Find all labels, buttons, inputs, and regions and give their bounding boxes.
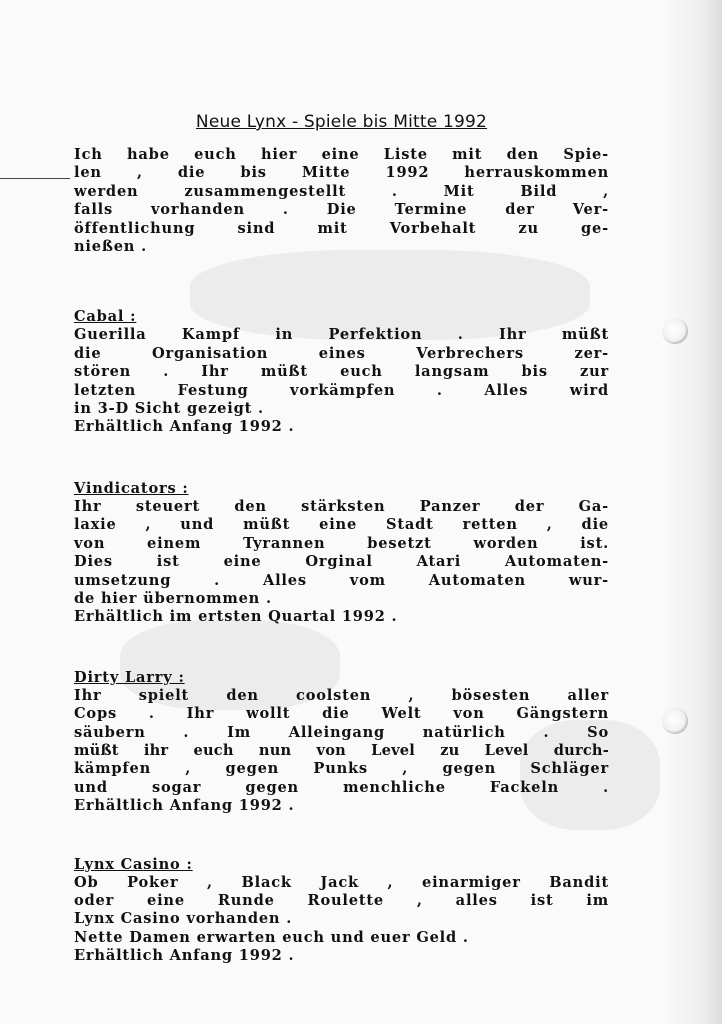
section-vindicators: [74, 478, 609, 627]
text-line: Ob Poker , Black Jack , einarmiger Bandit: [74, 873, 609, 891]
text-line: müßt ihr euch nun von Level zu Level durch-: [74, 741, 609, 759]
text-line: stören . Ihr müßt euch langsam bis zur: [74, 363, 609, 381]
section-dirty-larry: [74, 667, 609, 816]
text-line: Erhältlich Anfang 1992 .: [74, 418, 295, 436]
text-line: Ihr spielt den coolsten , bösesten aller: [74, 686, 609, 704]
text-line: Lynx Casino vorhanden .: [74, 910, 293, 928]
text-line: laxie , und müßt eine Stadt retten , die: [74, 516, 609, 534]
section-lynx-casino: [74, 854, 609, 966]
section-cabal: [74, 306, 609, 436]
page-edge-shadow: [662, 0, 722, 1024]
text-line: umsetzung . Alles vom Automaten wur-: [74, 571, 609, 589]
punch-hole-bottom: [662, 708, 688, 734]
text-line: in 3-D Sicht gezeigt .: [74, 400, 264, 418]
text-line: werden zusammengestellt . Mit Bild ,: [74, 182, 609, 200]
text-line: die Organisation eines Verbrechers zer-: [74, 344, 609, 362]
text-line: Cops . Ihr wollt die Welt von Gängstern: [74, 705, 609, 723]
section-heading: Lynx Casino :: [74, 855, 193, 873]
text-line: Nette Damen erwarten euch und euer Geld .: [74, 928, 469, 946]
page-title: Neue Lynx - Spiele bis Mitte 1992: [195, 112, 488, 132]
text-line: Erhältlich Anfang 1992 .: [74, 947, 295, 965]
text-line: Erhältlich im ertsten Quartal 1992 .: [74, 608, 398, 626]
text-line: säubern . Im Alleingang natürlich . So: [74, 723, 609, 741]
section-heading: Cabal :: [74, 308, 137, 326]
text-line: Ich habe euch hier eine Liste mit den Spie-: [74, 146, 609, 163]
section-body: [74, 326, 609, 436]
text-line: len , die bis Mitte 1992 herrauskommen: [74, 164, 609, 182]
text-line: oder eine Runde Roulette , alles ist im: [74, 891, 609, 909]
text-line: de hier übernommen .: [74, 589, 272, 607]
text-line: kämpfen , gegen Punks , gegen Schläger: [74, 760, 609, 778]
text-line: von einem Tyrannen besetzt worden ist.: [74, 534, 609, 552]
section-heading: Vindicators :: [74, 479, 189, 497]
article: [74, 112, 609, 966]
text-line: letzten Festung vorkämpfen . Alles wird: [74, 381, 609, 399]
text-line: öffentlichung sind mit Vorbehalt zu ge-: [74, 219, 609, 237]
section-heading: Dirty Larry :: [74, 668, 185, 686]
section-body: [74, 874, 609, 966]
section-body: [74, 498, 609, 627]
text-line: und sogar gegen menchliche Fackeln .: [74, 778, 609, 796]
text-line: nießen .: [74, 238, 147, 256]
intro-paragraph: [74, 146, 609, 256]
stray-pen-mark: [0, 178, 70, 179]
text-line: Ihr steuert den stärksten Panzer der Ga-: [74, 497, 609, 515]
section-body: [74, 687, 609, 816]
text-line: Guerilla Kampf in Perfektion . Ihr müßt: [74, 326, 609, 344]
punch-hole-top: [662, 318, 688, 344]
text-line: Erhältlich Anfang 1992 .: [74, 797, 295, 815]
text-line: Dies ist eine Orginal Atari Automaten-: [74, 553, 609, 571]
text-line: falls vorhanden . Die Termine der Ver-: [74, 201, 609, 219]
